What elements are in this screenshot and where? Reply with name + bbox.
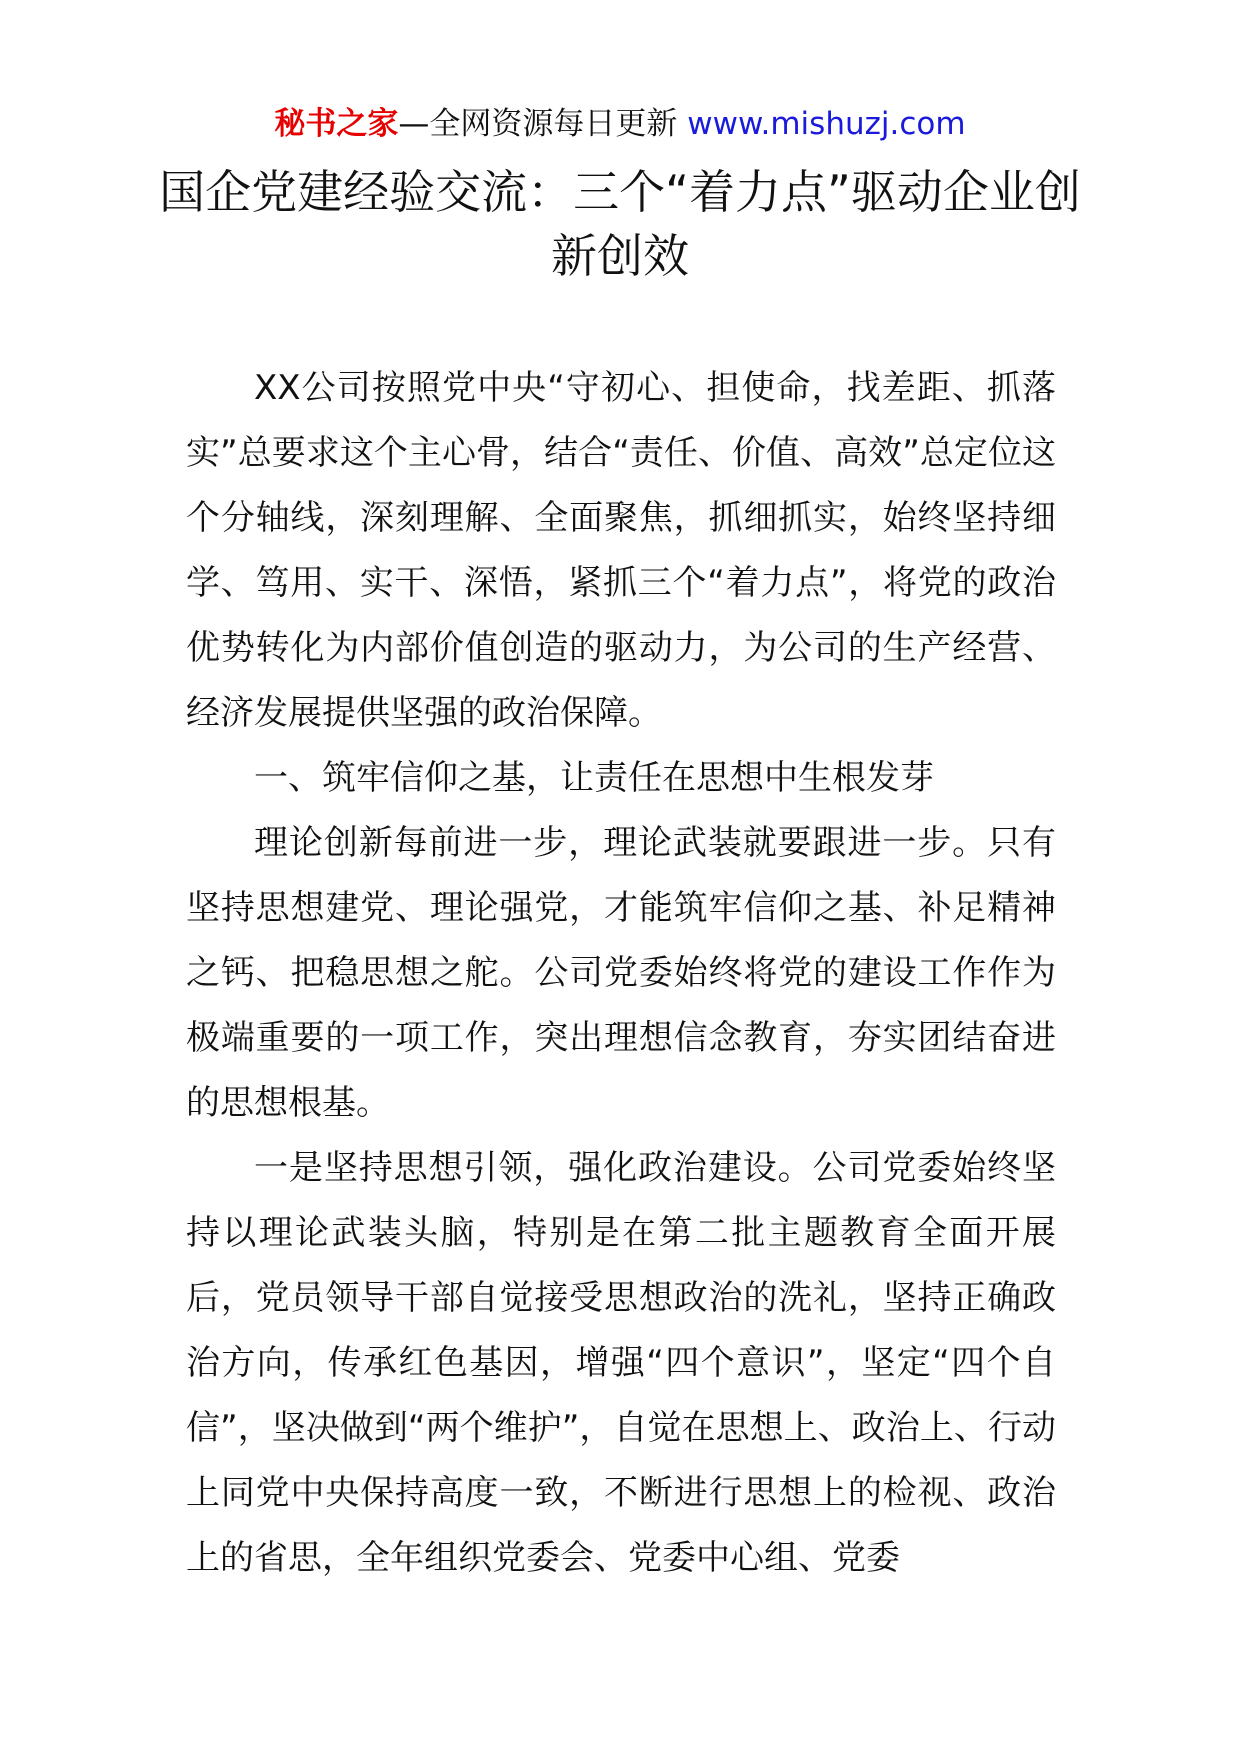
site-url-link[interactable]: www.mishuzj.com xyxy=(687,106,966,142)
brand-name: 秘书之家 xyxy=(274,106,399,142)
document-body xyxy=(186,356,1056,1591)
header-tagline: —全网资源每日更新 xyxy=(398,106,678,142)
intro-paragraph: XX公司按照党中央“守初心、担使命，找差距、抓落实”总要求这个主心骨，结合“责任、价值、高效”总定位这个分轴线，深刻理解、全面聚焦，抓细抓实，始终坚持细学、笃用、实干、深悟，紧抓三个“着力点”，将党的政治优势转化为内部价值创造的驱动力，为公司的生产经营、经济发展提供坚强的政治保障。 xyxy=(186,368,1056,733)
section-heading-1: 一、筑牢信仰之基，让责任在思想中生根发芽 xyxy=(254,758,934,798)
site-header xyxy=(0,100,1240,148)
document-title: 国企党建经验交流：三个“着力点”驱动企业创新创效 xyxy=(159,165,1081,283)
section-1-point-1-paragraph: 一是坚持思想引领，强化政治建设。公司党委始终坚持以理论武装头脑，特别是在第二批主题教育全面开展后，党员领导干部自觉接受思想政治的洗礼，坚持正确政治方向，传承红色基因，增强“四个意识”，坚定“四个自信”，坚决做到“两个维护”，自觉在思想上、政治上、行动上同党中央保持高度一致，不断进行思想上的检视、政治上的省思，全年组织党委会、党委中心组、党委 xyxy=(186,1148,1056,1578)
section-1-paragraph: 理论创新每前进一步，理论武装就要跟进一步。只有坚持思想建党、理论强党，才能筑牢信仰之基、补足精神之钙、把稳思想之舵。公司党委始终将党的建设工作作为极端重要的一项工作，突出理想信念教育，夯实团结奋进的思想根基。 xyxy=(186,823,1056,1123)
